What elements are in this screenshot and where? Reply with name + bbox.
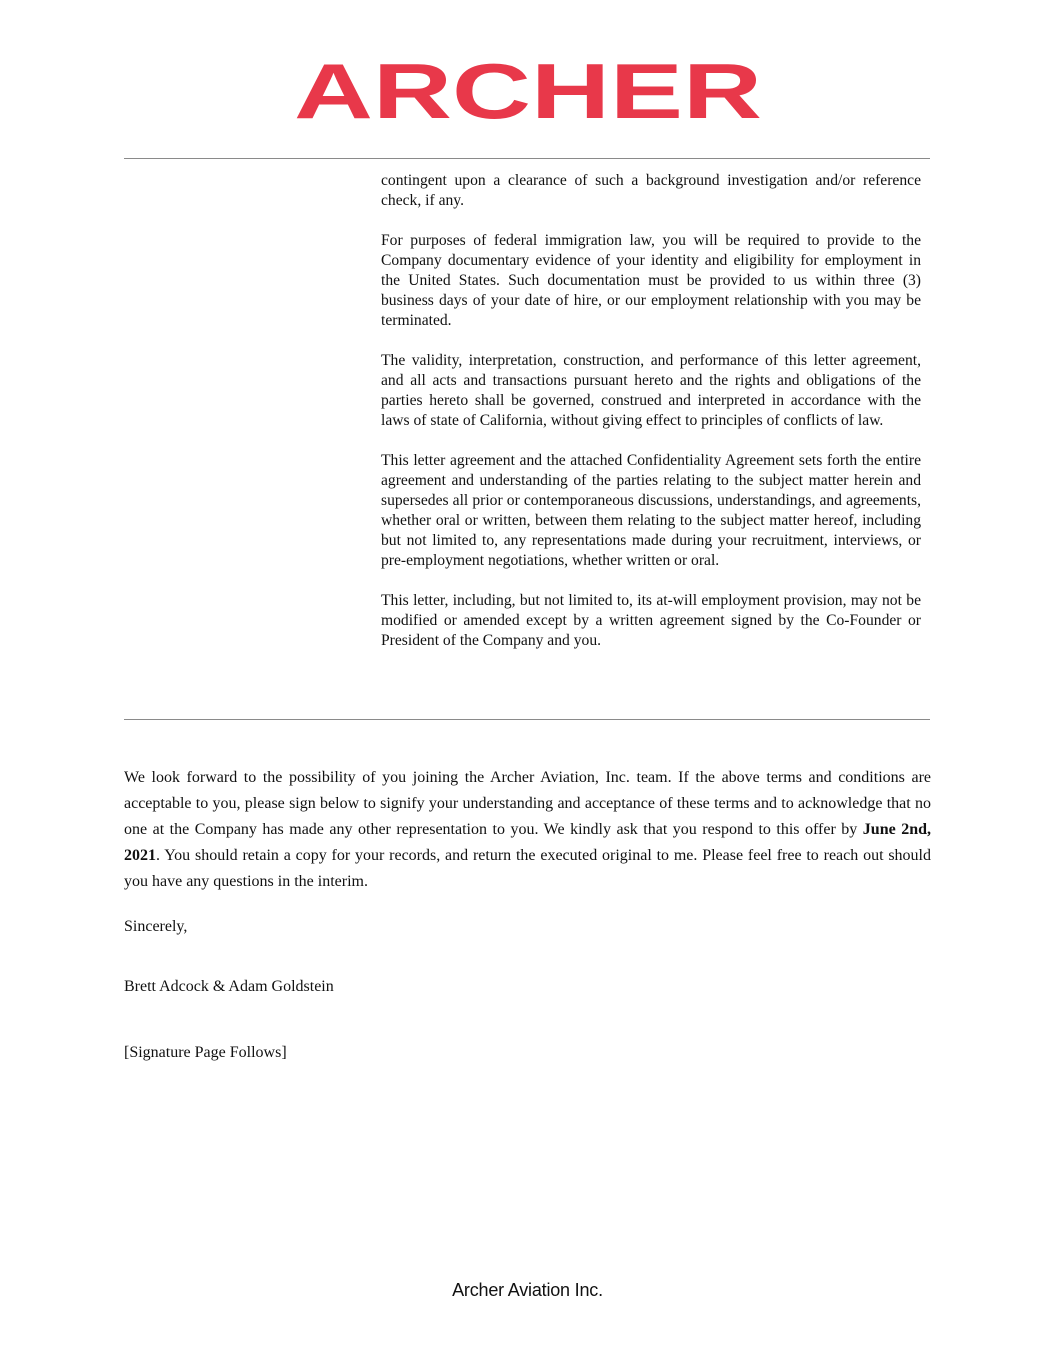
clause-background-check: contingent upon a clearance of such a background investigation and/or reference check, if any. — [381, 172, 921, 209]
top-divider — [124, 158, 930, 159]
closing-text-before: We look forward to the possibility of you joining the Archer Aviation, Inc. team. If the above terms and conditions are acceptable to you, please sign below to signify your understanding and acceptance of these terms and to acknowledge that no one at the Company has made any other representation to you. We kindly ask that you respond to this offer by — [124, 769, 931, 838]
letter-clauses — [381, 171, 921, 671]
footer-company-name: Archer Aviation Inc. — [452, 1280, 603, 1300]
signature-page-note: [Signature Page Follows] — [124, 1044, 287, 1061]
signer-names: Brett Adcock & Adam Goldstein — [124, 978, 334, 995]
response-deadline: June 2nd, 2021 — [124, 821, 931, 864]
closing-paragraph — [124, 765, 931, 895]
salutation: Sincerely, — [124, 918, 188, 935]
bottom-divider — [124, 719, 930, 720]
logo-text: ARCHER — [293, 58, 762, 120]
closing-section — [124, 765, 931, 895]
archer-logo — [0, 58, 1055, 124]
clause-amendment: This letter, including, but not limited to, its at-will employment provision, may not be modified or amended except by a written agreement signed by the Co-Founder or President of the Company and you. — [381, 592, 921, 649]
clause-governing-law: The validity, interpretation, construction, and performance of this letter agreement, and all acts and transactions pursuant hereto and the rights and obligations of the parties hereto shall be governed, construed and interpreted in accordance with the laws of state of California, without giving effect to principles of conflicts of law. — [381, 352, 921, 429]
archer-wordmark — [293, 58, 763, 120]
clause-entire-agreement: This letter agreement and the attached Confidentiality Agreement sets forth the entire agreement and understanding of the parties relating to the subject matter herein and supersedes all prior or contemporaneous discussions, understandings, and agreements, whether oral or written, between them relating to the subject matter hereof, including but not limited to, any representations made during your recruitment, interviews, or pre-employment negotiations, whether written or oral. — [381, 452, 921, 569]
closing-text-after: . You should retain a copy for your records, and return the executed original to me. Please feel free to reach out should you have any questions in the interim. — [124, 847, 931, 890]
clause-immigration: For purposes of federal immigration law, you will be required to provide to the Company documentary evidence of your identity and eligibility for employment in the United States. Such documentation must be provided to us within three (3) business days of your date of hire, or our employment relationship with you may be terminated. — [381, 232, 921, 329]
